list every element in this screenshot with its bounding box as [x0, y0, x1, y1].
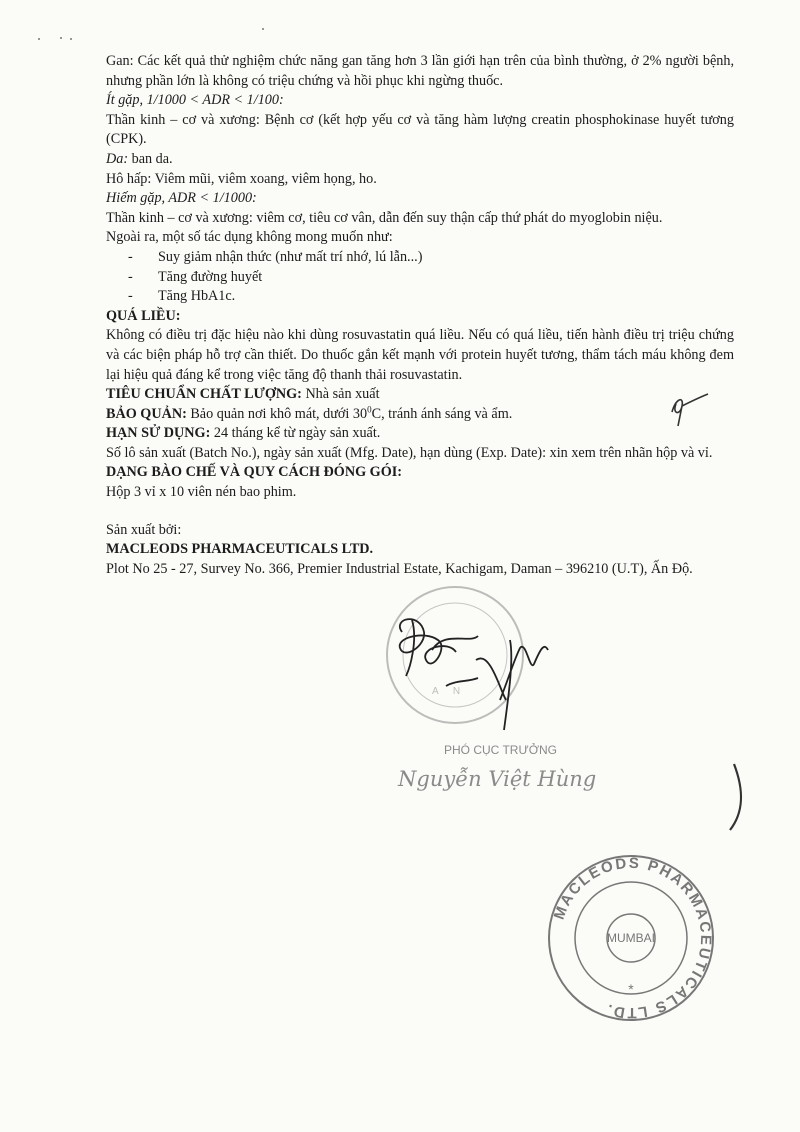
manufacturer-name: MACLEODS PHARMACEUTICALS LTD.	[106, 541, 374, 558]
liver-text: Các kết quả thử nghiệm chức năng gan tăng hơn 3 lần giới hạn trên của bình thường, ở 2% người bệnh, nhưng phần lớn là không có triệu chứng và hồi phục khi ngừng thuốc.	[106, 53, 734, 89]
official-seal	[387, 587, 523, 723]
storage-label: BẢO QUẢN:	[106, 405, 187, 422]
manufactured-by-label: Sản xuất bởi:	[106, 521, 182, 538]
batch-info: Số lô sản xuất (Batch No.), ngày sản xuất (Mfg. Date), hạn dùng (Exp. Date): xin xem trên nhãn hộp và vỉ.	[106, 444, 713, 461]
approval-name: Nguyễn Việt Hùng	[398, 767, 597, 791]
svg-text:A N: A N	[432, 686, 467, 697]
dosage-form-heading: DẠNG BÀO CHẾ VÀ QUY CÁCH ĐÓNG GÓI:	[106, 464, 402, 481]
shelf-life-value: 24 tháng kể từ ngày sản xuất.	[213, 425, 381, 442]
approval-title: PHÓ CỤC TRƯỞNG	[444, 743, 557, 757]
stamp-ring-text: MACLEODS PHARMACEUTICALS LTD.	[550, 854, 715, 1022]
storage-degree: 0	[367, 403, 372, 414]
other-effects-intro: Ngoài ra, một số tác dụng không mong muốn như:	[106, 229, 393, 246]
stamp-star: *	[628, 981, 634, 997]
list-item: - Suy giảm nhận thức (như mất trí nhớ, lú lẫn...)	[128, 248, 734, 268]
storage-text-before: Bảo quản nơi khô mát, dưới 30	[190, 405, 368, 422]
quality-label: TIÊU CHUẨN CHẤT LƯỢNG:	[106, 386, 302, 403]
skin-text: ban da.	[131, 150, 173, 167]
list-item: - Tăng HbA1c.	[128, 287, 734, 307]
stamp-center-text: MUMBAI	[607, 931, 655, 945]
company-stamp	[549, 855, 714, 1021]
margin-bracket	[730, 764, 741, 830]
liver-label: Gan:	[106, 53, 134, 69]
shelf-life-label: HẠN SỬ DỤNG:	[106, 425, 211, 442]
skin-label: Da:	[106, 150, 129, 167]
respiratory-paragraph: Hô hấp: Viêm mũi, viêm xoang, viêm họng, ho.	[106, 170, 377, 187]
dosage-form-text: Hộp 3 vỉ x 10 viên nén bao phim.	[106, 484, 297, 501]
manufacturer-address: Plot No 25 - 27, Survey No. 366, Premier Industrial Estate, Kachigam, Daman – 396210 (U.T), Ấn Độ.	[106, 560, 693, 577]
uncommon-heading: Ít gặp, 1/1000 < ADR < 1/100:	[106, 92, 284, 109]
overdose-heading: QUÁ LIỀU:	[106, 307, 181, 324]
neuro-paragraph-2: Thần kinh – cơ và xương: viêm cơ, tiêu cơ vân, dẫn đến suy thận cấp thứ phát do myoglobin niệu.	[106, 209, 663, 226]
list-item: - Tăng đường huyết	[128, 268, 734, 288]
initial-signature	[672, 394, 708, 426]
storage-text-after: C, tránh ánh sáng và ẩm.	[371, 405, 513, 422]
overdose-text: Không có điều trị đặc hiệu nào khi dùng rosuvastatin quá liều. Nếu có quá liều, tiến hành điều trị triệu chứng và các biện pháp hỗ trợ cần thiết. Do thuốc gắn kết mạnh với protein huyết tương, thẩm tách máu không đem lại hiệu quả đáng kể trong việc tăng độ thanh thải rosuvastatin.	[106, 327, 734, 383]
neuro-paragraph-1: Thần kinh – cơ và xương: Bệnh cơ (kết hợp yếu cơ và tăng hàm lượng creatin phosphokinase huyết tương (CPK).	[106, 111, 734, 148]
rare-heading: Hiếm gặp, ADR < 1/1000:	[106, 190, 257, 207]
quality-value: Nhà sản xuất	[305, 386, 380, 403]
